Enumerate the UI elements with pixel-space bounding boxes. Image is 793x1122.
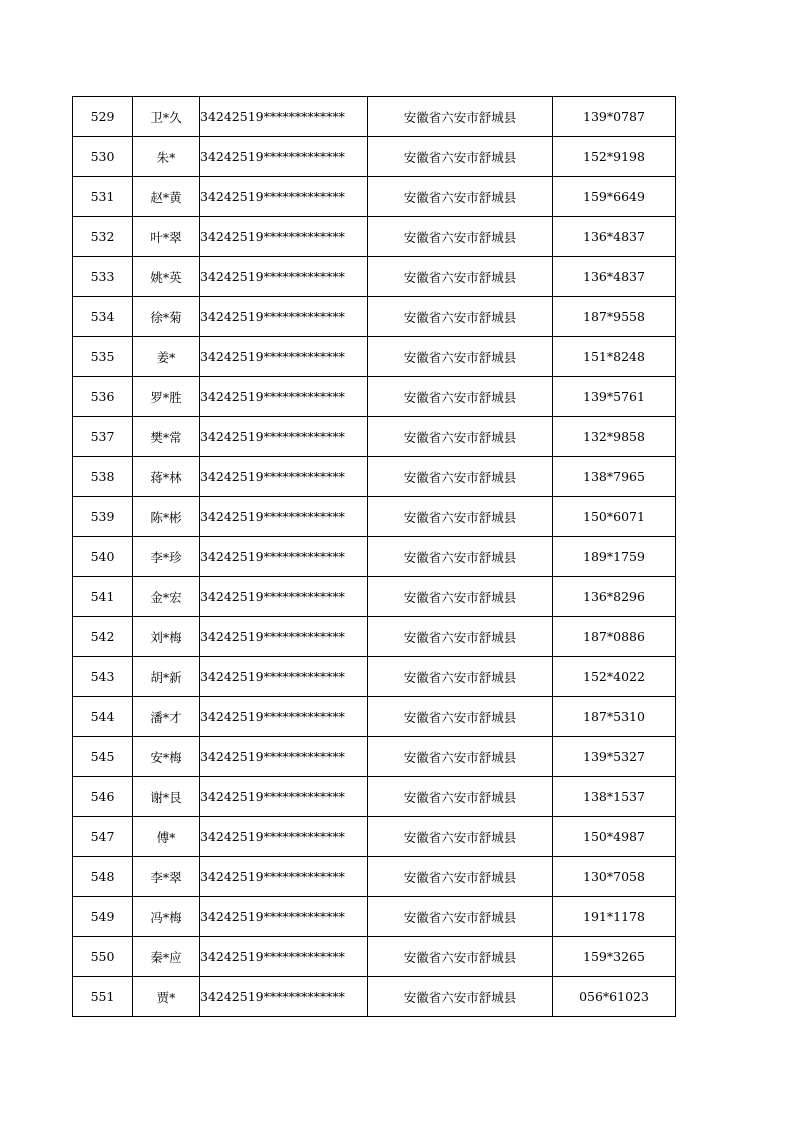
row-number-cell: 550 [73,937,133,977]
row-number-cell: 535 [73,337,133,377]
address-cell: 安徽省六安市舒城县 [368,337,553,377]
phone-cell: 159*3265 [553,937,676,977]
roster-table-body [73,97,676,1017]
table-row [73,457,676,497]
table-row [73,937,676,977]
phone-cell: 136*8296 [553,577,676,617]
address-cell: 安徽省六安市舒城县 [368,177,553,217]
id-number-cell: 34242519************* [200,697,368,737]
id-number-cell: 34242519************* [200,417,368,457]
phone-cell: 187*5310 [553,697,676,737]
id-number-cell: 34242519************* [200,377,368,417]
row-number-cell: 548 [73,857,133,897]
id-number-cell: 34242519************* [200,177,368,217]
name-cell: 李*翠 [133,857,200,897]
name-cell: 赵*黄 [133,177,200,217]
id-number-cell: 34242519************* [200,217,368,257]
address-cell: 安徽省六安市舒城县 [368,217,553,257]
name-cell: 谢*艮 [133,777,200,817]
name-cell: 李*珍 [133,537,200,577]
id-number-cell: 34242519************* [200,937,368,977]
row-number-cell: 546 [73,777,133,817]
row-number-cell: 543 [73,657,133,697]
name-cell: 罗*胜 [133,377,200,417]
phone-cell: 151*8248 [553,337,676,377]
address-cell: 安徽省六安市舒城县 [368,537,553,577]
name-cell: 安*梅 [133,737,200,777]
name-cell: 卫*久 [133,97,200,137]
row-number-cell: 549 [73,897,133,937]
address-cell: 安徽省六安市舒城县 [368,577,553,617]
row-number-cell: 532 [73,217,133,257]
id-number-cell: 34242519************* [200,457,368,497]
table-row [73,297,676,337]
id-number-cell: 34242519************* [200,617,368,657]
name-cell: 陈*彬 [133,497,200,537]
address-cell: 安徽省六安市舒城县 [368,857,553,897]
phone-cell: 136*4837 [553,217,676,257]
id-number-cell: 34242519************* [200,257,368,297]
id-number-cell: 34242519************* [200,857,368,897]
roster-page [72,96,671,1017]
table-row [73,177,676,217]
address-cell: 安徽省六安市舒城县 [368,297,553,337]
phone-cell: 189*1759 [553,537,676,577]
row-number-cell: 547 [73,817,133,857]
name-cell: 贾* [133,977,200,1017]
row-number-cell: 538 [73,457,133,497]
phone-cell: 130*7058 [553,857,676,897]
table-row [73,777,676,817]
row-number-cell: 536 [73,377,133,417]
table-row [73,497,676,537]
phone-cell: 138*7965 [553,457,676,497]
name-cell: 樊*常 [133,417,200,457]
phone-cell: 152*4022 [553,657,676,697]
address-cell: 安徽省六安市舒城县 [368,657,553,697]
id-number-cell: 34242519************* [200,657,368,697]
id-number-cell: 34242519************* [200,337,368,377]
phone-cell: 056*61023 [553,977,676,1017]
name-cell: 叶*翠 [133,217,200,257]
row-number-cell: 533 [73,257,133,297]
phone-cell: 139*0787 [553,97,676,137]
name-cell: 金*宏 [133,577,200,617]
address-cell: 安徽省六安市舒城县 [368,377,553,417]
id-number-cell: 34242519************* [200,497,368,537]
name-cell: 冯*梅 [133,897,200,937]
row-number-cell: 551 [73,977,133,1017]
address-cell: 安徽省六安市舒城县 [368,137,553,177]
id-number-cell: 34242519************* [200,537,368,577]
name-cell: 傅* [133,817,200,857]
table-row [73,537,676,577]
row-number-cell: 529 [73,97,133,137]
table-row [73,697,676,737]
row-number-cell: 537 [73,417,133,457]
table-row [73,377,676,417]
table-row [73,137,676,177]
table-row [73,617,676,657]
address-cell: 安徽省六安市舒城县 [368,97,553,137]
phone-cell: 187*9558 [553,297,676,337]
row-number-cell: 534 [73,297,133,337]
table-row [73,577,676,617]
name-cell: 潘*才 [133,697,200,737]
id-number-cell: 34242519************* [200,577,368,617]
table-row [73,977,676,1017]
name-cell: 朱* [133,137,200,177]
phone-cell: 139*5327 [553,737,676,777]
table-row [73,897,676,937]
name-cell: 姜* [133,337,200,377]
phone-cell: 159*6649 [553,177,676,217]
address-cell: 安徽省六安市舒城县 [368,257,553,297]
table-row [73,337,676,377]
phone-cell: 150*4987 [553,817,676,857]
phone-cell: 136*4837 [553,257,676,297]
name-cell: 刘*梅 [133,617,200,657]
address-cell: 安徽省六安市舒城县 [368,737,553,777]
phone-cell: 152*9198 [553,137,676,177]
address-cell: 安徽省六安市舒城县 [368,777,553,817]
table-row [73,857,676,897]
address-cell: 安徽省六安市舒城县 [368,417,553,457]
row-number-cell: 542 [73,617,133,657]
row-number-cell: 541 [73,577,133,617]
name-cell: 姚*英 [133,257,200,297]
row-number-cell: 530 [73,137,133,177]
table-row [73,417,676,457]
id-number-cell: 34242519************* [200,137,368,177]
id-number-cell: 34242519************* [200,97,368,137]
table-row [73,217,676,257]
table-row [73,97,676,137]
table-row [73,737,676,777]
address-cell: 安徽省六安市舒城县 [368,897,553,937]
phone-cell: 132*9858 [553,417,676,457]
name-cell: 蒋*林 [133,457,200,497]
id-number-cell: 34242519************* [200,737,368,777]
phone-cell: 191*1178 [553,897,676,937]
row-number-cell: 540 [73,537,133,577]
address-cell: 安徽省六安市舒城县 [368,937,553,977]
name-cell: 秦*应 [133,937,200,977]
id-number-cell: 34242519************* [200,817,368,857]
row-number-cell: 531 [73,177,133,217]
row-number-cell: 539 [73,497,133,537]
address-cell: 安徽省六安市舒城县 [368,697,553,737]
name-cell: 徐*菊 [133,297,200,337]
address-cell: 安徽省六安市舒城县 [368,977,553,1017]
id-number-cell: 34242519************* [200,977,368,1017]
id-number-cell: 34242519************* [200,897,368,937]
phone-cell: 150*6071 [553,497,676,537]
id-number-cell: 34242519************* [200,777,368,817]
address-cell: 安徽省六安市舒城县 [368,457,553,497]
address-cell: 安徽省六安市舒城县 [368,497,553,537]
row-number-cell: 544 [73,697,133,737]
address-cell: 安徽省六安市舒城县 [368,617,553,657]
table-row [73,257,676,297]
phone-cell: 139*5761 [553,377,676,417]
address-cell: 安徽省六安市舒城县 [368,817,553,857]
roster-table [72,96,676,1017]
row-number-cell: 545 [73,737,133,777]
table-row [73,817,676,857]
table-row [73,657,676,697]
phone-cell: 138*1537 [553,777,676,817]
phone-cell: 187*0886 [553,617,676,657]
id-number-cell: 34242519************* [200,297,368,337]
name-cell: 胡*新 [133,657,200,697]
